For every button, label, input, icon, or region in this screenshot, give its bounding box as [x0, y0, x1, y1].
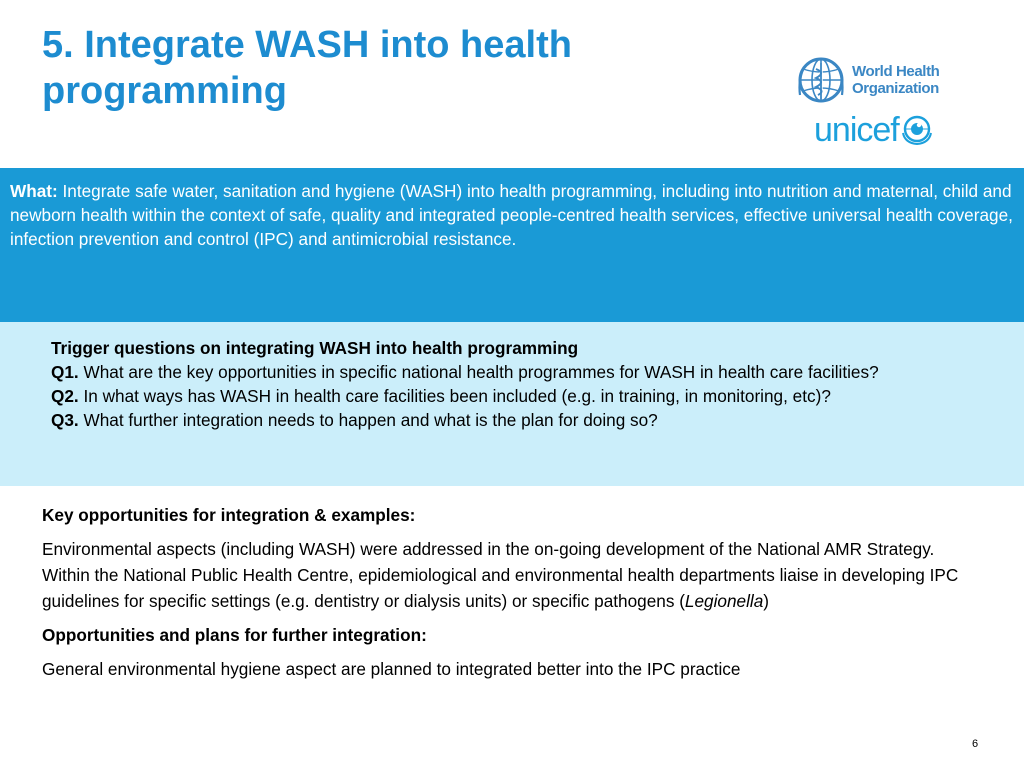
page-title: 5. Integrate WASH into health programming [42, 24, 572, 112]
what-text: Integrate safe water, sanitation and hygiene (WASH) into health programming, including into nutrition and maternal, child and newborn health within the context of safe, quality and integrated people-centred health services, effective universal health coverage, infection prevention and control (IPC) and antimicrobial resistance. [10, 181, 1013, 249]
page-number: 6 [972, 738, 979, 750]
key-opportunities-heading: Key opportunities for integration & examples: [42, 505, 416, 525]
who-name-line2: Organization [852, 80, 939, 97]
question-label: Q3. [51, 410, 79, 430]
question-q1 [51, 360, 984, 384]
what-label: What: [10, 181, 58, 201]
question-text: What are the key opportunities in specific national health programmes for WASH in health care facilities? [83, 362, 879, 382]
further-integration-paragraph: General environmental hygiene aspect are planned to integrated better into the IPC practice [42, 659, 741, 679]
question-label: Q1. [51, 362, 79, 382]
further-integration-heading: Opportunities and plans for further integration: [42, 625, 427, 645]
what-section [0, 168, 1024, 322]
who-emblem-icon [796, 55, 846, 105]
unicef-wordmark: unicef [814, 111, 899, 149]
question-text: What further integration needs to happen and what is the plan for doing so? [83, 410, 658, 430]
unicef-logo [814, 110, 934, 150]
question-label: Q2. [51, 386, 79, 406]
unicef-emblem-icon [900, 113, 934, 147]
partner-logos [790, 52, 960, 152]
trigger-heading: Trigger questions on integrating WASH into health programming [51, 338, 579, 358]
question-text: In what ways has WASH in health care facilities been included (e.g. in training, in monitoring, etc)? [83, 386, 831, 406]
who-name-line1: World Health [852, 63, 940, 80]
trigger-questions-section [0, 322, 1024, 486]
pathogen-name: Legionella [684, 591, 764, 611]
who-logo [796, 54, 956, 106]
question-q2 [51, 384, 984, 408]
question-q3 [51, 408, 984, 432]
paragraph-main-text: Environmental aspects (including WASH) were addressed in the on-going development of the National AMR Strategy. Within the National Public Health Centre, epidemiological and environmental health departments liaise in developing IPC guidelines for specific settings (e.g. dentistry or dialysis units) or specific pathogens ( [42, 539, 959, 611]
who-name [852, 63, 939, 97]
key-opportunities-section [42, 502, 972, 688]
paragraph-end-text: ) [763, 591, 770, 611]
key-opportunities-paragraph [42, 536, 972, 614]
